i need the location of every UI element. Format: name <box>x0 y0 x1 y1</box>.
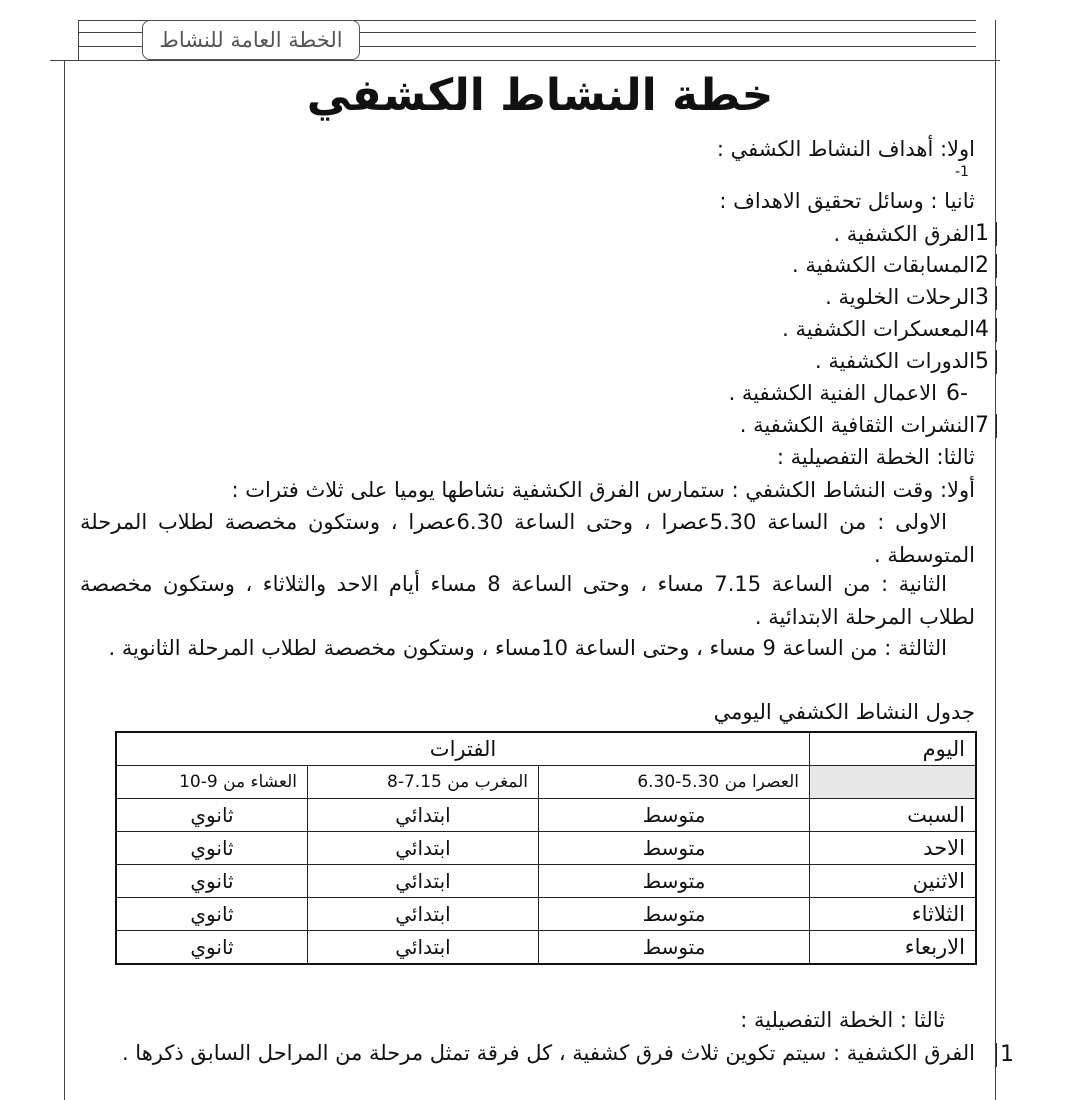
means-item-6-number: 6- <box>946 381 968 406</box>
teams-item-number: 1 <box>1000 1042 1014 1067</box>
table-row <box>116 865 976 898</box>
subheader-isha: العشاء من 9-10 <box>116 766 308 799</box>
table-cell: ثانوي <box>116 799 308 832</box>
means-heading: ثانيا : وسائل تحقيق الاهداف : <box>719 189 975 213</box>
day-cell: الاحد <box>810 832 977 865</box>
day-cell: الثلاثاء <box>810 898 977 931</box>
table-cell: متوسط <box>539 799 810 832</box>
table-cell: متوسط <box>539 931 810 965</box>
table-row <box>116 898 976 931</box>
day-cell: السبت <box>810 799 977 832</box>
day-cell: الاثنين <box>810 865 977 898</box>
means-item-5-bar <box>996 350 997 374</box>
means-item-3-bar <box>996 286 997 310</box>
table-cell: ثانوي <box>116 832 308 865</box>
table-header-row <box>116 732 976 766</box>
subheader-asr: العصرا من 5.30-6.30 <box>539 766 810 799</box>
means-item-1-text: الفرق الكشفية . <box>833 222 975 246</box>
means-item-5-text: الدورات الكشفية . <box>815 349 975 373</box>
means-item-6-text: الاعمال الفنية الكشفية . <box>728 381 937 405</box>
table-cell: ابتدائي <box>308 832 539 865</box>
periods-header: الفترات <box>116 732 810 766</box>
teams-item-bar <box>996 1043 997 1067</box>
period-third: الثالثة : من الساعة 9 مساء ، وحتى الساعة 10مساء ، وستكون مخصصة لطلاب المرحلة الثانوية . <box>108 636 947 660</box>
means-item-3-number: 3 <box>975 285 989 310</box>
table-cell: ابتدائي <box>308 931 539 965</box>
means-item-2-text: المسابقات الكشفية . <box>792 253 975 277</box>
means-item-7-text: النشرات الثقافية الكشفية . <box>739 413 975 437</box>
goals-item-1: -1 <box>955 164 969 180</box>
table-row <box>116 832 976 865</box>
table-cell: ابتدائي <box>308 799 539 832</box>
frame-right-line <box>995 20 996 1100</box>
frame-top-line-4 <box>50 60 1000 61</box>
table-cell: ثانوي <box>116 931 308 965</box>
table-cell: ابتدائي <box>308 865 539 898</box>
table-cell: ابتدائي <box>308 898 539 931</box>
plan-tab-label[interactable]: الخطة العامة للنشاط <box>142 20 360 60</box>
means-item-7-bar <box>996 414 997 438</box>
means-item-1-number: 1 <box>975 221 989 246</box>
subheader-maghrib: المغرب من 7.15-8 <box>308 766 539 799</box>
page-title: خطة النشاط الكشفي <box>306 70 774 121</box>
table-cell: ثانوي <box>116 865 308 898</box>
means-item-5-number: 5 <box>975 349 989 374</box>
means-item-3-text: الرحلات الخلوية . <box>825 285 975 309</box>
table-cell: ثانوي <box>116 898 308 931</box>
table-cell: متوسط <box>539 898 810 931</box>
schedule-table <box>115 731 977 965</box>
means-item-2-bar <box>996 254 997 278</box>
goals-heading: اولا: أهداف النشاط الكشفي : <box>716 137 975 161</box>
table-title: جدول النشاط الكشفي اليومي <box>713 700 975 724</box>
means-item-4-text: المعسكرات الكشفية . <box>782 317 975 341</box>
teams-item-text: الفرق الكشفية : سيتم تكوين ثلاث فرق كشفية ، كل فرقة تمثل مرحلة من المراحل السابق ذكرها . <box>121 1041 975 1065</box>
activity-time-heading: أولا: وقت النشاط الكشفي : ستمارس الفرق الكشفية نشاطها يوميا على ثلاث فترات : <box>231 478 975 502</box>
means-item-1-bar <box>996 222 997 246</box>
means-item-7-number: 7 <box>975 413 989 438</box>
subheader-empty <box>810 766 977 799</box>
day-header: اليوم <box>810 732 977 766</box>
table-subheader-row <box>116 766 976 799</box>
frame-left-line <box>64 60 65 1100</box>
table-row <box>116 931 976 965</box>
detailed-plan-heading-2: ثالثا : الخطة التفصيلية : <box>740 1008 945 1032</box>
detailed-plan-heading: ثالثا: الخطة التفصيلية : <box>776 445 975 469</box>
table-row <box>116 799 976 832</box>
means-item-4-bar <box>996 318 997 342</box>
means-item-4-number: 4 <box>975 317 989 342</box>
table-cell: متوسط <box>539 832 810 865</box>
period-second: الثانية : من الساعة 7.15 مساء ، وحتى الساعة 8 مساء أيام الاحد والثلاثاء ، وستكون مخصصة لطلاب المرحلة الابتدائية . <box>80 572 975 629</box>
day-cell: الاربعاء <box>810 931 977 965</box>
frame-left-edge <box>78 20 79 60</box>
means-item-2-number: 2 <box>975 253 989 278</box>
period-first: الاولى : من الساعة 5.30عصرا ، وحتى الساعة 6.30عصرا ، وستكون مخصصة لطلاب المرحلة المتوسطة . <box>80 510 975 567</box>
table-cell: متوسط <box>539 865 810 898</box>
